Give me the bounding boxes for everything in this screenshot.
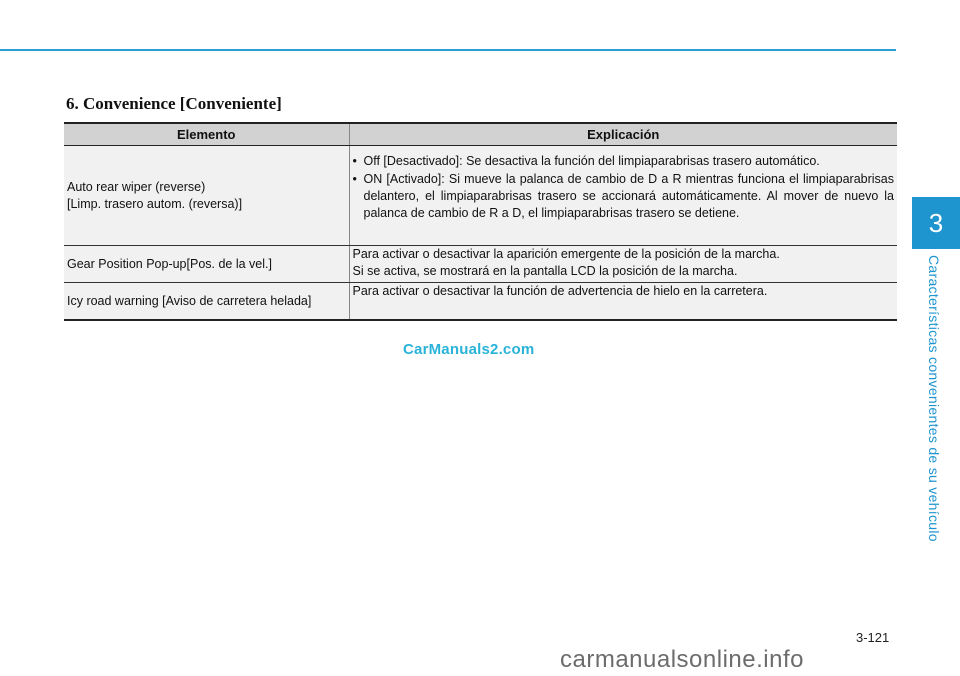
top-rule bbox=[0, 49, 896, 51]
watermark-link[interactable]: CarManuals2.com bbox=[403, 341, 535, 358]
bullet-icon: • bbox=[352, 172, 357, 186]
bullet-icon: • bbox=[352, 154, 357, 168]
settings-table bbox=[64, 122, 897, 321]
explanation-cell: Para activar o desactivar la función de advertencia de hielo en la carretera. bbox=[349, 283, 897, 321]
chapter-tab bbox=[912, 197, 960, 249]
list-item bbox=[353, 171, 895, 222]
table-header-row bbox=[64, 123, 897, 146]
explanation-line: Para activar o desactivar la aparición emergente de la posición de la marcha. bbox=[352, 247, 780, 261]
table-row bbox=[64, 146, 897, 246]
footer-watermark: carmanualsonline.info bbox=[560, 646, 804, 673]
column-header-item: Elemento bbox=[64, 123, 349, 146]
item-line: [Limp. trasero autom. (reversa)] bbox=[67, 196, 243, 211]
bullet-text: ON [Activado]: Si mueve la palanca de cambio de D a R mientras funciona el limpiaparabrisas delantero, el limpiaparabrisas trasero se accionará automáticamente. Al mover de nuevo la palanca de cambio de R a D, el limpiaparabrisas trasero se detiene. bbox=[363, 172, 894, 220]
explanation-cell bbox=[349, 146, 897, 246]
bullet-text: Off [Desactivado]: Se desactiva la función del limpiaparabrisas trasero automático. bbox=[363, 154, 820, 168]
table-row bbox=[64, 283, 897, 321]
item-cell bbox=[64, 146, 349, 246]
explanation-line: Si se activa, se mostrará en la pantalla LCD la posición de la marcha. bbox=[352, 264, 738, 278]
list-item bbox=[353, 153, 895, 170]
bullet-list bbox=[353, 153, 895, 222]
item-cell: Gear Position Pop-up[Pos. de la vel.] bbox=[64, 246, 349, 283]
table-row bbox=[64, 246, 897, 283]
explanation-cell bbox=[349, 246, 897, 283]
item-cell: Icy road warning [Aviso de carretera helada] bbox=[64, 283, 349, 321]
item-line: Auto rear wiper (reverse) bbox=[67, 179, 206, 194]
chapter-number: 3 bbox=[928, 207, 944, 238]
column-header-explanation: Explicación bbox=[349, 123, 897, 146]
chapter-title-vertical: Características convenientes de su vehículo bbox=[926, 255, 942, 542]
section-title: 6. Convenience [Conveniente] bbox=[66, 94, 282, 113]
page-number: 3-121 bbox=[856, 630, 890, 645]
